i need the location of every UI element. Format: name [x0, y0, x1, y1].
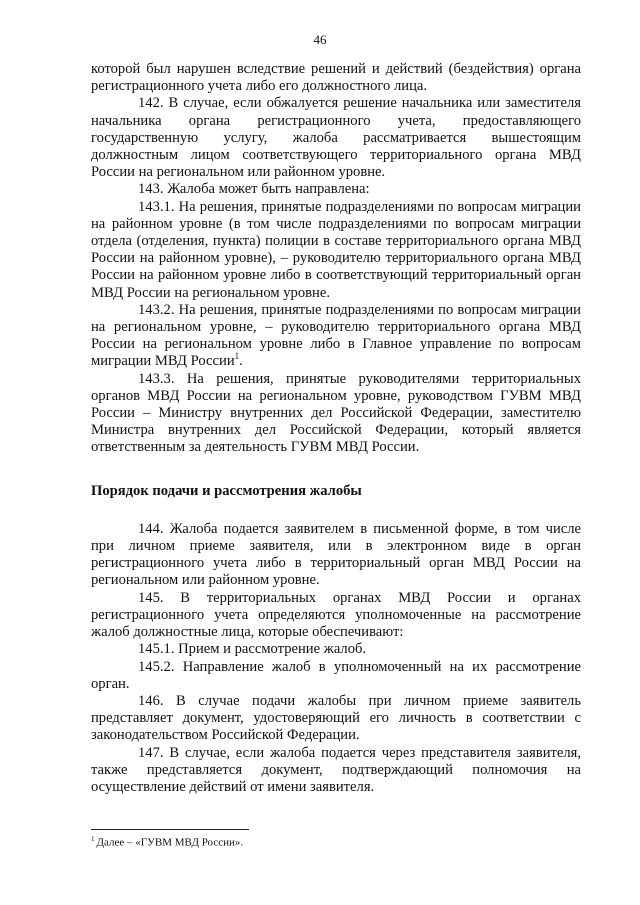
page-number: 46: [313, 32, 327, 47]
paragraph-143-3: 143.3. На решения, принятые руководителями территориальных органов МВД России на региональном уровне, руководством ГУВМ МВД России – Министру внутренних дел Российской Федерации, заместителю Министра внутренних дел Российской Федерации, который является ответственным за деятельность ГУВМ МВД России.: [91, 370, 581, 456]
paragraph-145: 145. В территориальных органах МВД России и органах регистрационного учета определяются уполномоченные на рассмотрение жалоб должностные лица, которые обеспечивают:: [91, 589, 581, 641]
footnote-text: Далее – «ГУВМ МВД России».: [96, 836, 244, 849]
paragraph-143-2-text: 143.2. На решения, принятые подразделениями по вопросам миграции на региональном уровне, – руководителю территориального органа МВД России на региональном уровне либо в Главное управление по вопросам миграции МВД России: [91, 301, 581, 370]
paragraph-145-2: 145.2. Направление жалоб в уполномоченный на их рассмотрение орган.: [91, 658, 581, 692]
paragraph-146: 146. В случае подачи жалобы при личном приеме заявитель представляет документ, удостоверяющий его личность в соответствии с законодательством Российской Федерации.: [91, 692, 581, 744]
footnote-mark: 1: [91, 835, 95, 843]
paragraph-continuation: которой был нарушен вследствие решений и действий (бездействия) органа регистрационного учета либо его должностного лица.: [91, 61, 581, 95]
footnote-reference: 1: [234, 351, 240, 362]
paragraph-143-2-end: .: [239, 353, 243, 370]
paragraph-142: 142. В случае, если обжалуется решение начальника или заместителя начальника органа регистрационного учета, предоставляющего государственную услугу, жалоба рассматривается вышестоящим должностным лицом соответствующего территориального органа МВД России на региональном или районном уровне.: [91, 95, 581, 181]
paragraph-147: 147. В случае, если жалоба подается через представителя заявителя, также представляется документ, подтверждающий полномочия на осуществление действий от имени заявителя.: [91, 744, 581, 795]
paragraph-143-1: 143.1. На решения, принятые подразделениями по вопросам миграции на районном уровне (в том числе подразделениями по вопросам миграции отдела (отделения, пункта) полиции в составе территориального органа МВД России на районном уровне), – руководителю территориального органа МВД России на районном уровне либо в соответствующий территориальный орган МВД России на региональном уровне.: [91, 198, 581, 301]
footnote: [91, 835, 243, 849]
paragraph-143-2: [91, 302, 581, 371]
footnote-divider: [91, 829, 249, 830]
paragraph-144: 144. Жалоба подается заявителем в письменной форме, в том числе при личном приеме заявителя, или в электронном виде в орган регистрационного учета либо в территориальный орган МВД России на региональном или районном уровне.: [91, 520, 581, 589]
paragraph-143: 143. Жалоба может быть направлена:: [138, 181, 370, 198]
paragraph-145-1: 145.1. Прием и рассмотрение жалоб.: [138, 641, 367, 658]
document-body: [91, 61, 581, 796]
section-heading: Порядок подачи и рассмотрения жалобы: [91, 482, 362, 499]
